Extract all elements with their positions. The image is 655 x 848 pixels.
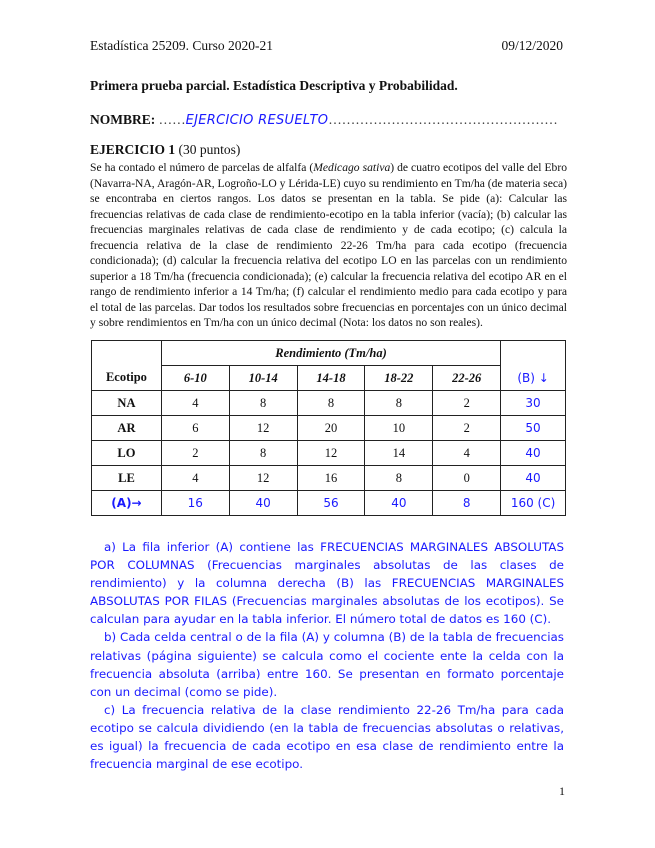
exercise-statement — [90, 160, 567, 331]
name-dots-after: …………………………………………… — [328, 112, 558, 127]
name-line — [90, 112, 558, 128]
row-label: NA — [92, 391, 162, 416]
group-header: Rendimiento (Tm/ha) — [161, 341, 500, 366]
cell: 20 — [297, 416, 365, 441]
name-dots-before: …… — [158, 112, 186, 127]
marginal-col-label: (B) ↓ — [501, 366, 566, 391]
table-row — [92, 466, 566, 491]
cell: 2 — [433, 391, 501, 416]
row-label: LO — [92, 441, 162, 466]
name-value: EJERCICIO RESUELTO — [185, 113, 329, 128]
col-header: 22-26 — [433, 366, 501, 391]
col-total: 40 — [365, 491, 433, 516]
cell: 8 — [365, 391, 433, 416]
col-header: 10-14 — [229, 366, 297, 391]
answer-b: b) Cada celda central o de la fila (A) y columna (B) de la tabla de frecuencias relativas (página siguiente) se calcula como el cociente ente la celda con la frecuencia absoluta (arriba) entre 160. Se presentan en formato porcentaje con un decimal (como se pide). — [90, 630, 564, 699]
col-header: 18-22 — [365, 366, 433, 391]
cell: 8 — [365, 466, 433, 491]
row-total: 30 — [501, 391, 566, 416]
cell: 4 — [161, 391, 229, 416]
header-course: Estadística 25209. Curso 2020-21 — [90, 38, 273, 53]
cell: 2 — [433, 416, 501, 441]
col-total: 8 — [433, 491, 501, 516]
cell: 2 — [161, 441, 229, 466]
table-row — [92, 441, 566, 466]
answer-c: c) La frecuencia relativa de la clase rendimiento 22-26 Tm/ha para cada ecotipo se calcula dividiendo (en la tabla de frecuencias absolutas o relativas, es igual) la frecuencia de cada ecotipo en esa clase de rendimiento entre la frecuencia marginal de ese ecotipo. — [90, 702, 564, 772]
cell: 16 — [297, 466, 365, 491]
col-total: 16 — [161, 491, 229, 516]
col-header: 14-18 — [297, 366, 365, 391]
corner-cell — [92, 341, 162, 366]
cell: 8 — [229, 441, 297, 466]
marginal-header-top — [501, 341, 566, 366]
col-header: 6-10 — [161, 366, 229, 391]
statement-part1: Se ha contado el número de parcelas de alfalfa ( — [90, 161, 314, 174]
handwritten-answers — [90, 538, 564, 773]
cell: 8 — [229, 391, 297, 416]
row-label: AR — [92, 416, 162, 441]
cell: 12 — [229, 466, 297, 491]
cell: 12 — [297, 441, 365, 466]
exercise-points: (30 puntos) — [178, 142, 241, 157]
cell: 10 — [365, 416, 433, 441]
cell: 12 — [229, 416, 297, 441]
row-total: 50 — [501, 416, 566, 441]
cell: 0 — [433, 466, 501, 491]
statement-part2: ) de cuatro ecotipos del valle del Ebro (Navarra-NA, Aragón-AR, Logroño-LO y Lérida-LE) cuyo su rendimiento en Tm/ha (de materia seca) se encontraba en ciertos rangos. Los datos se presentan en la tabla. Se pide (a): Calcular las frecuencias relativas de cada clase de rendimiento-ecotipo en la tabla inferior (vacía); (b) calcular las frecuencias marginales relativas de cada clase de rendimiento y de cada ecotipo; (c) calcula la frecuencia relativa de la clase de rendimiento 22-26 Tm/ha para cada ecotipo (frecuencia condicionada); (d) calcular la frecuencia relativa del ecotipo LO en las parcelas con un rendimiento superior a 18 Tm/ha (frecuencia condicionada); (e) calcular la frecuencia relativa del ecotipo AR en el rango de rendimiento inferior a 14 Tm/ha; (f) calcular el rendimiento medio para cada ecotipo y para el total de las parcelas. Dar todos los resultados sobre frecuencias en porcentajes con un único decimal y sobre rendimientos en Tm/ha con un único decimal (Nota: los datos no son reales). — [90, 161, 567, 329]
row-total: 40 — [501, 466, 566, 491]
col-total: 40 — [229, 491, 297, 516]
page-number: 1 — [559, 784, 565, 798]
table-row — [92, 416, 566, 441]
header-date: 09/12/2020 — [501, 38, 563, 53]
name-label: NOMBRE: — [90, 112, 156, 127]
row-label: LE — [92, 466, 162, 491]
row-total: 40 — [501, 441, 566, 466]
table-row — [92, 391, 566, 416]
row-header: Ecotipo — [92, 366, 162, 391]
marginal-row — [92, 491, 566, 516]
marginal-row-label: (A)→ — [92, 491, 162, 516]
cell: 4 — [433, 441, 501, 466]
cell: 6 — [161, 416, 229, 441]
frequency-table — [91, 340, 566, 516]
grand-total: 160 (C) — [501, 491, 566, 516]
exercise-heading — [90, 142, 240, 158]
exercise-title: EJERCICIO 1 — [90, 142, 176, 157]
species-name: Medicago sativa — [313, 161, 391, 174]
exam-title: Primera prueba parcial. Estadística Descriptiva y Probabilidad. — [90, 78, 458, 93]
cell: 14 — [365, 441, 433, 466]
cell: 4 — [161, 466, 229, 491]
answer-a: a) La fila inferior (A) contiene las FRECUENCIAS MARGINALES ABSOLUTAS POR COLUMNAS (Frecuencias marginales absolutas de las clases de rendimiento) y la columna derecha (B) las FRECUENCIAS MARGINALES ABSOLUTAS POR FILAS (Frecuencias marginales absolutas de los ecotipos). Se calculan para ayudar en la tabla inferior. El número total de datos es 160 (C). — [90, 540, 564, 627]
col-total: 56 — [297, 491, 365, 516]
cell: 8 — [297, 391, 365, 416]
